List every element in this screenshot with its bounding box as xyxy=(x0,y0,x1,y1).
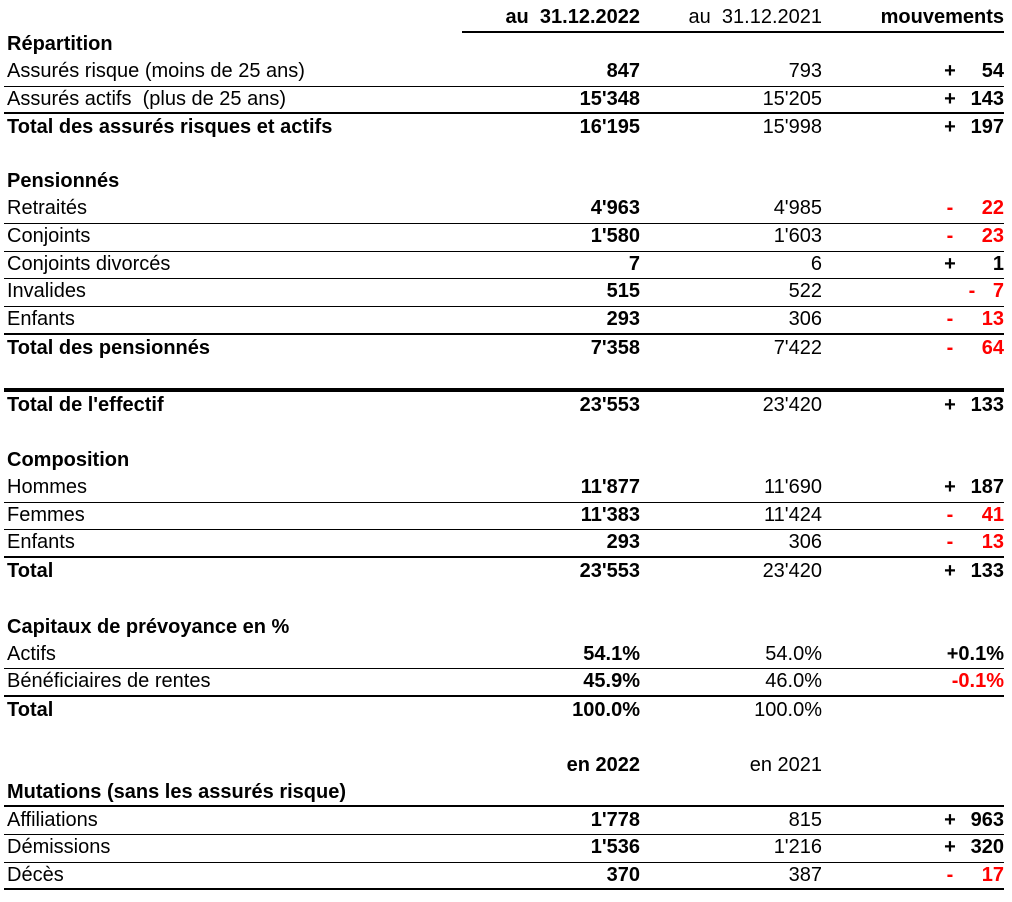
movement-sign: - xyxy=(946,197,954,219)
total-row xyxy=(0,558,1012,585)
header-2021: au 31.12.2021 xyxy=(688,6,822,28)
table-row xyxy=(0,251,1012,278)
movement-value: 197 xyxy=(970,116,1004,138)
section-title: Mutations (sans les assurés risque) xyxy=(7,781,347,803)
row-label: Invalides xyxy=(7,280,86,302)
value-2022: 45.9% xyxy=(583,670,640,692)
movement-sign: + xyxy=(944,253,956,275)
value-2021: 7'422 xyxy=(773,337,822,359)
movement-sign: - xyxy=(946,504,954,526)
value-2022: 7'358 xyxy=(590,337,640,359)
value-2021: 11'690 xyxy=(764,476,822,498)
row-label: Hommes xyxy=(7,476,88,498)
value-2022: 23'553 xyxy=(579,560,640,582)
movement-sign: + xyxy=(944,809,956,831)
section-title-composition xyxy=(0,447,1012,474)
table-row xyxy=(0,502,1012,529)
row-label: Enfants xyxy=(7,308,75,330)
value-2021: 306 xyxy=(788,531,822,553)
value-2021: 815 xyxy=(788,809,822,831)
movement-sign: + xyxy=(944,476,956,498)
row-label: Total des pensionnés xyxy=(7,337,210,359)
movement-value: 133 xyxy=(970,560,1004,582)
table-row xyxy=(0,474,1012,501)
section-title-mutations xyxy=(0,779,1012,806)
section-title-capitaux xyxy=(0,614,1012,641)
value-2021: 4'985 xyxy=(773,197,822,219)
movement-value: 320 xyxy=(970,836,1004,858)
header-movements: mouvements xyxy=(880,6,1004,28)
value-2021: 1'603 xyxy=(773,225,822,247)
header-2021: en 2021 xyxy=(749,754,822,776)
table-row xyxy=(0,195,1012,222)
movement-sign: - xyxy=(946,308,954,330)
movement-sign: - xyxy=(946,864,954,886)
value-2022: 847 xyxy=(606,60,640,82)
movement-sign: - xyxy=(968,280,976,302)
header-2022: au 31.12.2022 xyxy=(505,6,640,28)
movement-value: 7 xyxy=(992,280,1004,302)
movement-sign: + xyxy=(944,116,956,138)
value-2021: 15'205 xyxy=(762,88,822,110)
value-2022: 293 xyxy=(606,308,640,330)
movement-value: 13 xyxy=(981,308,1004,330)
movement-value: 133 xyxy=(970,394,1004,416)
movement-sign: + xyxy=(944,88,956,110)
row-label: Retraités xyxy=(7,197,88,219)
row-label: Bénéficiaires de rentes xyxy=(7,670,211,692)
movement-sign: - xyxy=(946,225,954,247)
row-label: Conjoints xyxy=(7,225,91,247)
movement-value: 143 xyxy=(970,88,1004,110)
value-2022: 293 xyxy=(606,531,640,553)
value-2021: 306 xyxy=(788,308,822,330)
value-2021: 6 xyxy=(810,253,822,275)
header-2022: en 2022 xyxy=(566,754,640,776)
value-2021: 15'998 xyxy=(762,116,822,138)
section-title-repartition xyxy=(0,31,1012,58)
table-row xyxy=(0,223,1012,250)
movement-value: 963 xyxy=(970,809,1004,831)
row-label: Total des assurés risques et actifs xyxy=(7,116,333,138)
row-label: Démissions xyxy=(7,836,111,858)
movement-sign: + xyxy=(944,836,956,858)
movement-value: 187 xyxy=(970,476,1004,498)
row-label: Femmes xyxy=(7,504,85,526)
value-2022: 4'963 xyxy=(590,197,640,219)
row-label: Affiliations xyxy=(7,809,98,831)
movement-sign: + xyxy=(944,394,956,416)
table-row xyxy=(0,278,1012,305)
table-header xyxy=(0,4,1012,31)
row-label: Total de l'effectif xyxy=(7,394,164,416)
section-title: Capitaux de prévoyance en % xyxy=(7,616,290,638)
value-2022: 11'877 xyxy=(580,476,640,498)
total-row xyxy=(0,335,1012,362)
movement-sign: + xyxy=(944,560,956,582)
table-row xyxy=(0,58,1012,85)
row-label: Total xyxy=(7,560,54,582)
value-2021: 23'420 xyxy=(762,560,822,582)
table-row xyxy=(0,529,1012,556)
table-row xyxy=(0,834,1012,861)
value-2021: 522 xyxy=(788,280,822,302)
table-row xyxy=(0,807,1012,834)
movement-value: 13 xyxy=(981,531,1004,553)
value-2022: 54.1% xyxy=(583,643,640,665)
row-label: Actifs xyxy=(7,643,56,665)
movement-value: 54 xyxy=(981,60,1004,82)
value-2022: 1'580 xyxy=(590,225,640,247)
mutations-header xyxy=(0,752,1012,779)
table-row xyxy=(0,862,1012,889)
section-title-pensionnes xyxy=(0,168,1012,195)
value-2022: 15'348 xyxy=(579,88,640,110)
movement-value: 1 xyxy=(992,253,1004,275)
value-2022: 23'553 xyxy=(579,394,640,416)
row-label: Total xyxy=(7,699,54,721)
value-2021: 1'216 xyxy=(773,836,822,858)
value-2022: 16'195 xyxy=(579,116,640,138)
value-2021: 387 xyxy=(788,864,822,886)
table-row xyxy=(0,86,1012,113)
movement-value: 22 xyxy=(981,197,1004,219)
value-2021: 100.0% xyxy=(754,699,822,721)
row-label: Conjoints divorcés xyxy=(7,253,171,275)
value-2022: 11'383 xyxy=(580,504,640,526)
section-title: Pensionnés xyxy=(7,170,120,192)
row-label: Assurés risque (moins de 25 ans) xyxy=(7,60,305,82)
value-2022: 370 xyxy=(606,864,640,886)
effectif-total-row xyxy=(0,392,1012,419)
movement-value: 64 xyxy=(981,337,1004,359)
value-2021: 793 xyxy=(788,60,822,82)
value-2021: 54.0% xyxy=(765,643,822,665)
table-row xyxy=(0,668,1012,695)
movement-value: -0.1% xyxy=(951,670,1004,692)
table-bottom-rule xyxy=(4,888,1004,890)
value-2021: 23'420 xyxy=(762,394,822,416)
total-row xyxy=(0,697,1012,724)
movement-sign: - xyxy=(946,337,954,359)
movement-value: +0.1% xyxy=(946,643,1004,665)
section-title: Composition xyxy=(7,449,130,471)
total-row xyxy=(0,114,1012,141)
value-2021: 46.0% xyxy=(765,670,822,692)
value-2021: 11'424 xyxy=(764,504,822,526)
row-label: Enfants xyxy=(7,531,75,553)
row-label: Assurés actifs (plus de 25 ans) xyxy=(7,88,287,110)
movement-sign: + xyxy=(944,60,956,82)
movement-value: 23 xyxy=(981,225,1004,247)
value-2022: 7 xyxy=(628,253,640,275)
value-2022: 1'778 xyxy=(590,809,640,831)
value-2022: 1'536 xyxy=(590,836,640,858)
table-row xyxy=(0,641,1012,668)
movement-value: 41 xyxy=(981,504,1004,526)
section-title: Répartition xyxy=(7,33,113,55)
movement-sign: - xyxy=(946,531,954,553)
table-row xyxy=(0,306,1012,333)
value-2022: 100.0% xyxy=(572,699,640,721)
row-label: Décès xyxy=(7,864,64,886)
value-2022: 515 xyxy=(606,280,640,302)
movement-value: 17 xyxy=(981,864,1004,886)
